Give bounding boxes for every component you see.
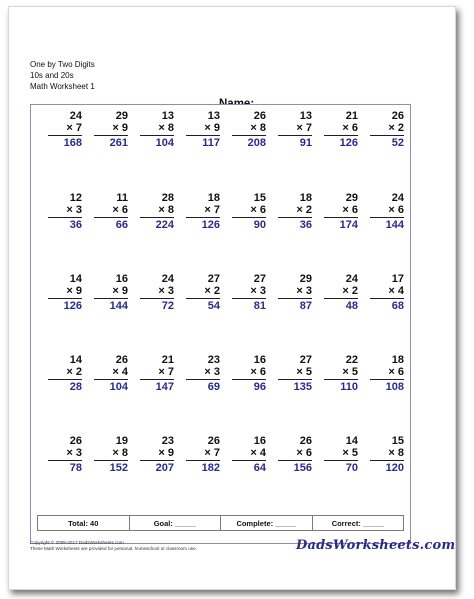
answer-rule — [370, 460, 404, 461]
answer-rule — [48, 460, 82, 461]
product-answer: 87 — [299, 300, 312, 312]
answer-rule — [140, 298, 174, 299]
product-answer: 120 — [385, 462, 404, 474]
multiplicand: 29 — [299, 273, 312, 285]
multiplier: × 2 — [388, 122, 404, 134]
answer-rule — [140, 217, 174, 218]
product-answer: 126 — [201, 219, 220, 231]
multiplier: × 2 — [66, 366, 82, 378]
problem — [48, 435, 82, 474]
multiplier: × 3 — [250, 285, 266, 297]
problem — [278, 435, 312, 474]
answer-rule — [94, 217, 128, 218]
answer-rule — [94, 379, 128, 380]
multiplier: × 3 — [296, 285, 312, 297]
product-answer: 104 — [109, 381, 128, 393]
problem — [232, 110, 266, 149]
problem — [370, 354, 404, 393]
product-answer: 108 — [385, 381, 404, 393]
problem — [48, 354, 82, 393]
product-answer: 68 — [391, 300, 404, 312]
product-answer: 81 — [253, 300, 266, 312]
problem — [370, 435, 404, 474]
answer-rule — [48, 298, 82, 299]
multiplier: × 2 — [342, 285, 358, 297]
problem — [94, 110, 128, 149]
problem — [278, 273, 312, 312]
problem — [324, 435, 358, 474]
product-answer: 168 — [63, 137, 82, 149]
product-answer: 66 — [115, 219, 128, 231]
problem — [186, 435, 220, 474]
answer-rule — [232, 379, 266, 380]
problem — [370, 273, 404, 312]
answer-rule — [140, 379, 174, 380]
multiplicand: 17 — [391, 273, 404, 285]
problem — [94, 273, 128, 312]
multiplicand: 13 — [161, 110, 174, 122]
copyright-line-2: These Math Worksheets are provided for personal, homeschool or classroom use. — [30, 545, 197, 551]
answer-rule — [232, 217, 266, 218]
problem — [48, 273, 82, 312]
product-answer: 144 — [109, 300, 128, 312]
problem — [324, 110, 358, 149]
product-answer: 135 — [293, 381, 312, 393]
multiplier: × 8 — [158, 122, 174, 134]
product-answer: 174 — [339, 219, 358, 231]
multiplicand: 12 — [69, 192, 82, 204]
multiplier: × 8 — [112, 447, 128, 459]
product-answer: 28 — [69, 381, 82, 393]
problem — [140, 192, 174, 231]
problem — [278, 110, 312, 149]
answer-rule — [232, 298, 266, 299]
multiplicand: 26 — [253, 110, 266, 122]
multiplicand: 29 — [345, 192, 358, 204]
multiplicand: 26 — [115, 354, 128, 366]
answer-rule — [186, 460, 220, 461]
product-answer: 36 — [299, 219, 312, 231]
answer-rule — [48, 379, 82, 380]
multiplier: × 7 — [296, 122, 312, 134]
multiplier: × 8 — [388, 447, 404, 459]
answer-rule — [278, 379, 312, 380]
answer-rule — [324, 460, 358, 461]
product-answer: 126 — [63, 300, 82, 312]
multiplicand: 21 — [161, 354, 174, 366]
multiplicand: 29 — [115, 110, 128, 122]
problem — [48, 192, 82, 231]
multiplicand: 23 — [207, 354, 220, 366]
multiplicand: 16 — [115, 273, 128, 285]
product-answer: 126 — [339, 137, 358, 149]
product-answer: 207 — [155, 462, 174, 474]
multiplicand: 24 — [391, 192, 404, 204]
multiplier: × 4 — [112, 366, 128, 378]
multiplicand: 22 — [345, 354, 358, 366]
product-answer: 72 — [161, 300, 174, 312]
multiplier: × 7 — [158, 366, 174, 378]
problem — [94, 435, 128, 474]
multiplicand: 27 — [253, 273, 266, 285]
problem — [232, 192, 266, 231]
product-answer: 144 — [385, 219, 404, 231]
multiplier: × 6 — [342, 204, 358, 216]
product-answer: 90 — [253, 219, 266, 231]
multiplier: × 7 — [204, 447, 220, 459]
answer-rule — [140, 135, 174, 136]
multiplicand: 16 — [253, 435, 266, 447]
problem — [324, 192, 358, 231]
problem — [232, 435, 266, 474]
complete-cell: Complete: _____ — [221, 516, 313, 530]
product-answer: 261 — [109, 137, 128, 149]
problem — [48, 110, 82, 149]
multiplier: × 7 — [66, 122, 82, 134]
multiplicand: 18 — [299, 192, 312, 204]
problem — [370, 110, 404, 149]
product-answer: 54 — [207, 300, 220, 312]
problem — [186, 110, 220, 149]
dadsworksheets-logo: DadsWorksheets.com — [296, 538, 456, 553]
multiplier: × 2 — [204, 285, 220, 297]
multiplier: × 3 — [158, 285, 174, 297]
problem — [140, 110, 174, 149]
answer-rule — [232, 460, 266, 461]
multiplier: × 5 — [296, 366, 312, 378]
answer-rule — [94, 135, 128, 136]
multiplicand: 13 — [299, 110, 312, 122]
multiplicand: 15 — [253, 192, 266, 204]
multiplier: × 4 — [250, 447, 266, 459]
multiplier: × 8 — [158, 204, 174, 216]
goal-cell: Goal: _____ — [130, 516, 222, 530]
multiplicand: 26 — [391, 110, 404, 122]
multiplicand: 24 — [345, 273, 358, 285]
problem — [140, 435, 174, 474]
product-answer: 224 — [155, 219, 174, 231]
answer-rule — [48, 135, 82, 136]
multiplicand: 16 — [253, 354, 266, 366]
multiplicand: 28 — [161, 192, 174, 204]
answer-rule — [370, 379, 404, 380]
problem — [370, 192, 404, 231]
multiplicand: 24 — [69, 110, 82, 122]
product-answer: 91 — [299, 137, 312, 149]
product-answer: 96 — [253, 381, 266, 393]
multiplicand: 14 — [69, 273, 82, 285]
multiplicand: 14 — [345, 435, 358, 447]
multiplier: × 9 — [112, 285, 128, 297]
product-answer: 110 — [340, 381, 358, 393]
answer-rule — [94, 298, 128, 299]
multiplier: × 9 — [66, 285, 82, 297]
problem — [324, 354, 358, 393]
problem — [278, 354, 312, 393]
total-cell: Total: 40 — [38, 516, 130, 530]
problem — [232, 273, 266, 312]
answer-rule — [186, 298, 220, 299]
product-answer: 208 — [247, 137, 266, 149]
answer-rule — [140, 460, 174, 461]
answer-rule — [186, 217, 220, 218]
answer-rule — [278, 135, 312, 136]
copyright-notice — [30, 540, 270, 551]
multiplicand: 24 — [161, 273, 174, 285]
answer-rule — [370, 298, 404, 299]
multiplier: × 3 — [204, 366, 220, 378]
multiplier: × 5 — [342, 366, 358, 378]
problem — [232, 354, 266, 393]
answer-rule — [232, 135, 266, 136]
product-answer: 70 — [345, 462, 358, 474]
multiplicand: 14 — [69, 354, 82, 366]
problem — [186, 273, 220, 312]
product-answer: 147 — [155, 381, 174, 393]
problem — [94, 354, 128, 393]
multiplicand: 26 — [299, 435, 312, 447]
multiplier: × 2 — [296, 204, 312, 216]
multiplicand: 26 — [207, 435, 220, 447]
product-answer: 182 — [201, 462, 220, 474]
multiplicand: 27 — [207, 273, 220, 285]
multiplicand: 21 — [345, 110, 358, 122]
problem — [278, 192, 312, 231]
multiplier: × 6 — [112, 204, 128, 216]
answer-rule — [370, 217, 404, 218]
answer-rule — [278, 298, 312, 299]
answer-rule — [324, 379, 358, 380]
product-answer: 48 — [345, 300, 358, 312]
answer-rule — [324, 135, 358, 136]
product-answer: 152 — [109, 462, 128, 474]
score-footer — [37, 515, 404, 531]
multiplier: × 4 — [388, 285, 404, 297]
multiplicand: 13 — [207, 110, 220, 122]
worksheet-title-line-2: 10s and 20s — [30, 71, 74, 80]
multiplicand: 27 — [299, 354, 312, 366]
multiplier: × 6 — [296, 447, 312, 459]
product-answer: 64 — [253, 462, 266, 474]
worksheet-title-line-1: One by Two Digits — [30, 60, 95, 69]
multiplier: × 3 — [66, 447, 82, 459]
answer-rule — [370, 135, 404, 136]
product-answer: 78 — [69, 462, 82, 474]
multiplicand: 15 — [391, 435, 404, 447]
answer-rule — [48, 217, 82, 218]
multiplier: × 6 — [342, 122, 358, 134]
product-answer: 156 — [293, 462, 312, 474]
product-answer: 36 — [69, 219, 82, 231]
worksheet-title-line-3: Math Worksheet 1 — [30, 82, 95, 91]
problem — [186, 192, 220, 231]
multiplier: × 7 — [204, 204, 220, 216]
multiplier: × 8 — [250, 122, 266, 134]
answer-rule — [324, 217, 358, 218]
product-answer: 69 — [207, 381, 220, 393]
multiplier: × 5 — [342, 447, 358, 459]
answer-rule — [186, 135, 220, 136]
multiplicand: 19 — [115, 435, 128, 447]
multiplier: × 3 — [66, 204, 82, 216]
multiplier: × 6 — [250, 366, 266, 378]
product-answer: 104 — [155, 137, 174, 149]
answer-rule — [278, 460, 312, 461]
multiplier: × 9 — [204, 122, 220, 134]
answer-rule — [278, 217, 312, 218]
problem — [94, 192, 128, 231]
problem — [186, 354, 220, 393]
problem — [324, 273, 358, 312]
multiplier: × 6 — [388, 366, 404, 378]
multiplicand: 26 — [69, 435, 82, 447]
answer-rule — [186, 379, 220, 380]
multiplier: × 6 — [250, 204, 266, 216]
problem — [140, 354, 174, 393]
correct-cell: Correct: _____ — [331, 518, 384, 528]
multiplicand: 18 — [391, 354, 404, 366]
answer-rule — [324, 298, 358, 299]
multiplicand: 11 — [116, 192, 128, 204]
multiplier: × 6 — [388, 204, 404, 216]
multiplier: × 9 — [158, 447, 174, 459]
problem — [140, 273, 174, 312]
multiplicand: 23 — [161, 435, 174, 447]
multiplier: × 9 — [112, 122, 128, 134]
copyright-line-1: Copyright © 2008-2017 DadsWorksheets.com — [30, 540, 124, 545]
problems-frame — [30, 104, 411, 544]
multiplicand: 18 — [207, 192, 220, 204]
answer-rule — [94, 460, 128, 461]
product-answer: 117 — [202, 137, 220, 149]
product-answer: 52 — [391, 137, 404, 149]
